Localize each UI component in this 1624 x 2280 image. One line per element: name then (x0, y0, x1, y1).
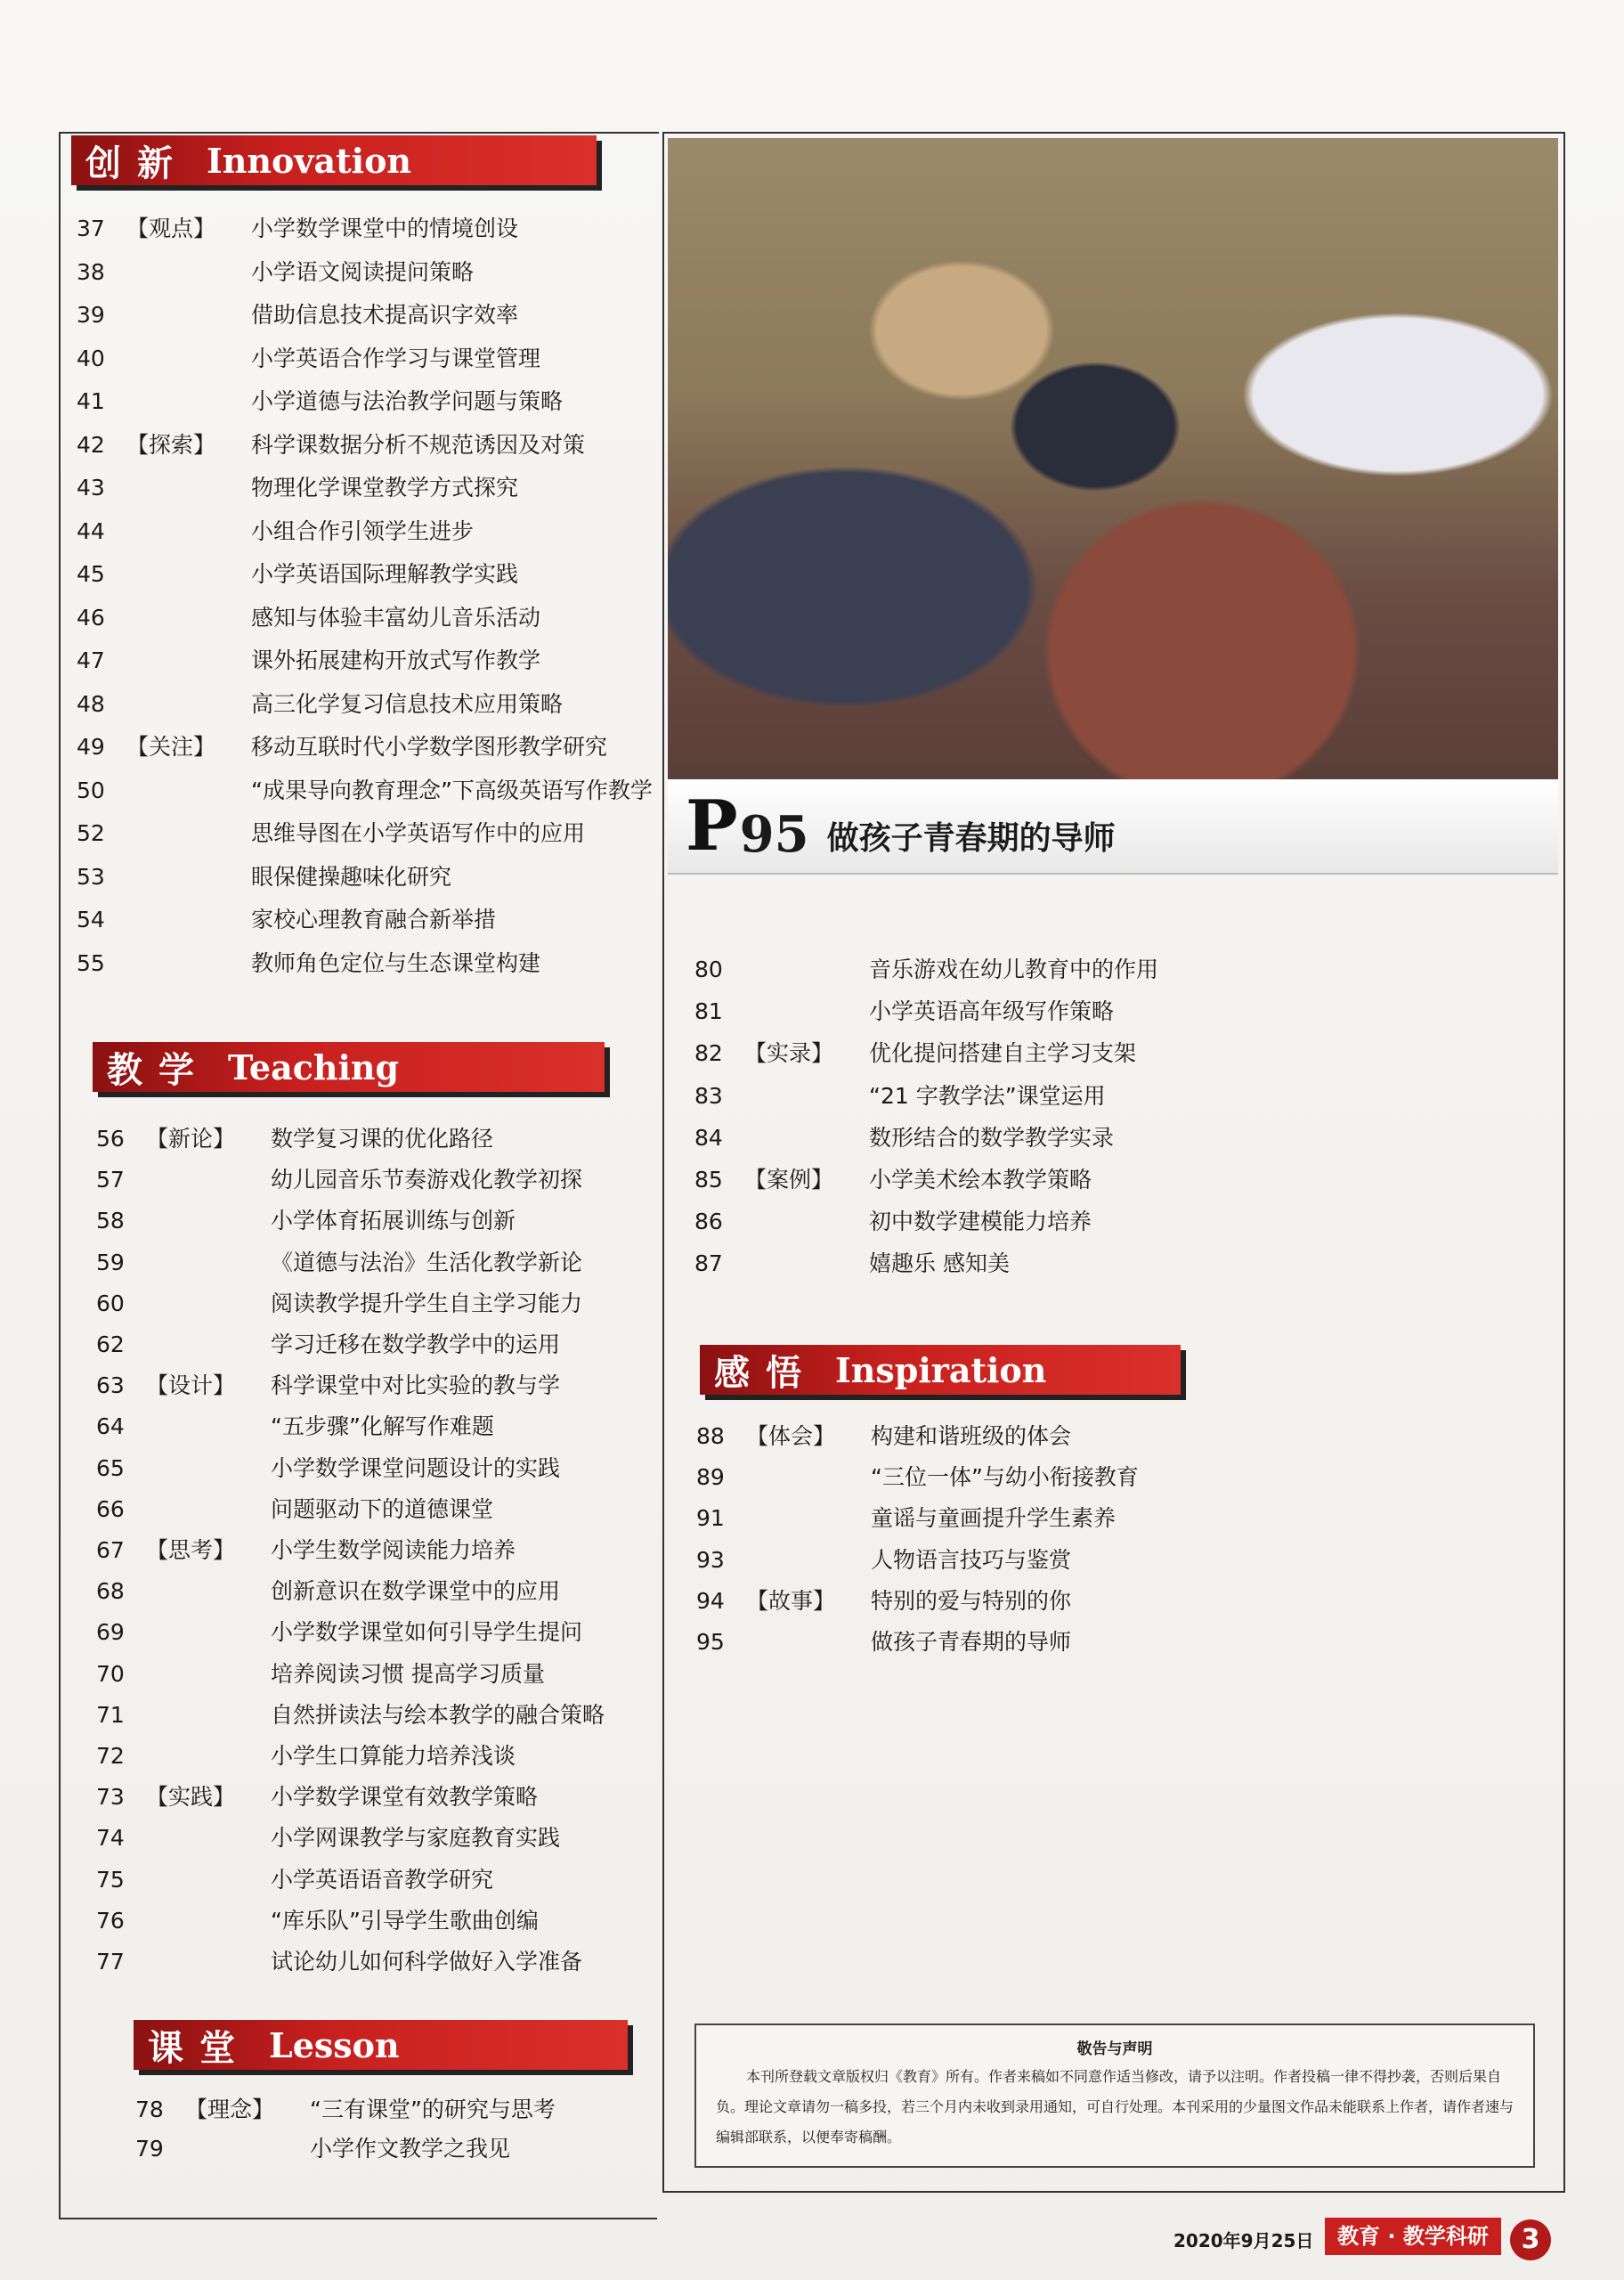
toc-article-title: “成果导向教育理念”下高级英语写作教学 (251, 777, 653, 803)
toc-article-title: 科学课数据分析不规范诱因及对策 (251, 431, 586, 458)
toc-article-title: 小学生口算能力培养浅谈 (271, 1743, 516, 1769)
toc-category-tag: 【思考】 (146, 1537, 236, 1563)
toc-article-title: 小学数学课堂问题设计的实践 (271, 1454, 561, 1481)
toc-article-title: 家校心理教育融合新举措 (251, 907, 497, 932)
toc-article-title: “三位一体”与幼小衔接教育 (871, 1464, 1139, 1491)
toc-article-title: 小学体育拓展训练与创新 (271, 1208, 516, 1234)
toc-page-number: 55 (77, 949, 105, 976)
toc-page-number: 45 (77, 561, 105, 587)
toc-article-title: 小学数学课堂如何引导学生提问 (271, 1619, 583, 1646)
toc-page-number: 47 (77, 647, 105, 673)
page-number: 3 (1510, 2219, 1551, 2260)
notice-title: 敬告与声明 (1076, 2040, 1153, 2058)
toc-page-number: 63 (96, 1372, 125, 1399)
toc-page-number: 38 (77, 258, 105, 285)
toc-article-title: 问题驱动下的道德课堂 (271, 1495, 494, 1522)
toc-article-title: 借助信息技术提高识字效率 (251, 302, 519, 328)
section-en: Inspiration (835, 1349, 1047, 1390)
feature-title: 做孩子青春期的导师 (826, 820, 1116, 857)
toc-article-title: 试论幼儿如何科学做好入学准备 (271, 1949, 583, 1975)
toc-page-number: 75 (96, 1866, 125, 1893)
toc-page-number: 69 (96, 1619, 125, 1646)
toc-page-number: 44 (77, 517, 105, 544)
toc-article-title: “21 字教学法”课堂运用 (869, 1082, 1106, 1109)
cover-photo-students (668, 138, 1558, 779)
toc-article-title: “三有课堂”的研究与思考 (310, 2097, 556, 2122)
toc-page-number: 91 (696, 1505, 725, 1532)
toc-category-tag: 【观点】 (126, 216, 216, 241)
toc-article-title: 思维导图在小学英语写作中的应用 (251, 820, 586, 846)
toc-article-title: 课外拓展建构开放式写作教学 (251, 647, 541, 673)
toc-page-number: 94 (696, 1587, 725, 1614)
toc-article-title: 初中数学建模能力培养 (869, 1209, 1092, 1235)
toc-page-number: 41 (77, 388, 105, 414)
left-column-frame-bottom (59, 2218, 657, 2219)
toc-page-number: 54 (77, 907, 105, 932)
toc-page-number: 59 (96, 1249, 125, 1275)
toc-page-number: 40 (77, 345, 105, 371)
toc-article-title: 幼儿园音乐节奏游戏化教学初探 (271, 1167, 583, 1193)
toc-page-number: 86 (694, 1209, 723, 1235)
toc-page-number: 53 (77, 863, 105, 890)
toc-page-number: 93 (696, 1546, 725, 1573)
toc-category-tag: 【探索】 (126, 431, 216, 458)
toc-page-number: 83 (694, 1082, 723, 1109)
toc-article-title: 科学课堂中对比实验的教与学 (271, 1372, 561, 1399)
section-cn: 教学 (107, 1048, 210, 1091)
toc-article-title: 小学网课教学与家庭教育实践 (271, 1825, 561, 1852)
toc-article-title: 童谣与童画提升学生素养 (871, 1505, 1116, 1532)
toc-page-number: 62 (96, 1331, 125, 1357)
toc-page-number: 76 (96, 1907, 125, 1934)
toc-article-title: 教师角色定位与生态课堂构建 (251, 949, 541, 976)
notice-body: 本刊所登载文章版权归《教育》所有。作者来稿如不同意作适当修改，请予以注明。作者投稿一律不得抄袭，否则后果自负。理论文章请勿一稿多投，若三个月内未收到录用通知，可自行处理。本刊采用的少量图文作品未能联系上作者，请作者速与编辑部联系，以便奉寄稿酬。 (716, 2068, 1514, 2146)
section-en: Lesson (269, 2024, 400, 2065)
toc-article-title: 嬉趣乐 感知美 (869, 1250, 1010, 1277)
toc-article-title: 数形结合的数学教学实录 (869, 1124, 1115, 1151)
toc-page-number: 85 (694, 1167, 723, 1193)
section-header-innovation (71, 135, 597, 185)
toc-article-title: “库乐队”引导学生歌曲创编 (271, 1907, 539, 1934)
toc-category-tag: 【设计】 (146, 1372, 236, 1399)
toc-article-title: 阅读教学提升学生自主学习能力 (271, 1290, 583, 1316)
toc-article-title: 小学美术绘本教学策略 (869, 1167, 1092, 1193)
toc-page-number: 89 (696, 1464, 725, 1491)
toc-article-title: 做孩子青春期的导师 (871, 1629, 1072, 1655)
toc-page-number: 39 (77, 302, 105, 328)
toc-article-title: 眼保健操趣味化研究 (251, 863, 452, 890)
toc-article-title: 物理化学课堂教学方式探究 (251, 475, 519, 501)
toc-article-title: 小学英语高年级写作策略 (869, 998, 1115, 1025)
toc-article-title: 数学复习课的优化路径 (271, 1126, 494, 1152)
toc-category-tag: 【关注】 (126, 734, 216, 760)
toc-page-number: 60 (96, 1290, 125, 1316)
toc-article-title: 构建和谐班级的体会 (871, 1423, 1072, 1449)
toc-article-title: 小学英语合作学习与课堂管理 (251, 345, 541, 371)
footer-date: 2020年9月25日 (1173, 2230, 1314, 2252)
toc-page-number: 84 (694, 1124, 723, 1151)
toc-article-title: 移动互联时代小学数学图形教学研究 (251, 734, 608, 760)
toc-category-tag: 【实践】 (146, 1784, 236, 1811)
toc-category-tag: 【体会】 (746, 1423, 836, 1449)
feature-p-mark: P (686, 786, 736, 867)
toc-article-title: 音乐游戏在幼儿教育中的作用 (869, 957, 1159, 982)
toc-page-number: 77 (96, 1949, 125, 1975)
toc-article-title: “五步骤”化解写作难题 (271, 1413, 494, 1440)
toc-category-tag: 【理念】 (185, 2097, 275, 2122)
feature-caption (668, 779, 1558, 875)
toc-article-title: 《道德与法治》生活化教学新论 (271, 1249, 583, 1275)
toc-article-title: 高三化学复习信息技术应用策略 (251, 690, 564, 717)
section-header-inspiration (700, 1345, 1181, 1395)
toc-page-number: 88 (696, 1423, 725, 1449)
toc-page-number: 66 (96, 1495, 125, 1522)
toc-article-title: 创新意识在数学课堂中的应用 (271, 1578, 561, 1605)
toc-article-title: 小学数学课堂有效教学策略 (271, 1784, 539, 1811)
toc-page-number: 78 (135, 2097, 164, 2122)
toc-category-tag: 【案例】 (744, 1167, 834, 1193)
toc-article-title: 小学语文阅读提问策略 (251, 258, 475, 285)
section-cn: 创新 (85, 142, 189, 184)
toc-article-title: 小组合作引领学生进步 (251, 517, 475, 544)
toc-article-title: 优化提问搭建自主学习支架 (869, 1040, 1137, 1067)
section-cn: 感悟 (714, 1351, 817, 1394)
toc-article-title: 特别的爱与特别的你 (871, 1587, 1072, 1614)
toc-article-title: 小学道德与法治教学问题与策略 (251, 388, 564, 414)
toc-page-number: 80 (694, 957, 723, 982)
toc-page-number: 42 (77, 431, 105, 458)
section-en: Teaching (228, 1046, 400, 1087)
toc-page-number: 71 (96, 1701, 125, 1728)
toc-page-number: 43 (77, 475, 105, 501)
notice-box (694, 2024, 1535, 2168)
toc-page-number: 70 (96, 1660, 125, 1687)
toc-page-number: 74 (96, 1825, 125, 1852)
toc-page-number: 79 (135, 2136, 164, 2162)
toc-article-title: 小学生数学阅读能力培养 (271, 1537, 516, 1563)
section-en: Innovation (207, 140, 412, 181)
toc-article-title: 小学英语语音教学研究 (271, 1866, 494, 1893)
toc-page-number: 48 (77, 690, 105, 717)
toc-page-number: 73 (96, 1784, 125, 1811)
toc-page-number: 50 (77, 777, 105, 803)
toc-page-number: 52 (77, 820, 105, 846)
feature-page-number: 95 (739, 804, 809, 864)
toc-page-number: 56 (96, 1126, 125, 1152)
toc-page-number: 58 (96, 1208, 125, 1234)
toc-page-number: 49 (77, 734, 105, 760)
toc-page-number: 37 (77, 216, 105, 241)
toc-page-number: 87 (694, 1250, 723, 1277)
toc-article-title: 人物语言技巧与鉴赏 (871, 1546, 1072, 1573)
toc-category-tag: 【实录】 (744, 1040, 834, 1067)
toc-article-title: 小学作文教学之我见 (310, 2136, 511, 2162)
toc-page-number: 82 (694, 1040, 723, 1067)
toc-article-title: 学习迁移在数学教学中的运用 (271, 1331, 561, 1357)
toc-page-number: 57 (96, 1167, 125, 1193)
toc-page-number: 65 (96, 1454, 125, 1481)
toc-page-number: 68 (96, 1578, 125, 1605)
toc-article-title: 感知与体验丰富幼儿音乐活动 (251, 604, 541, 631)
section-header-teaching (93, 1042, 605, 1092)
toc-page-number: 81 (694, 998, 723, 1025)
footer-brand: 教育 · 教学科研 (1325, 2218, 1501, 2255)
toc-page-number: 95 (696, 1629, 725, 1655)
toc-category-tag: 【新论】 (146, 1126, 236, 1152)
toc-page-number: 72 (96, 1743, 125, 1769)
toc-article-title: 培养阅读习惯 提高学习质量 (271, 1660, 545, 1687)
toc-category-tag: 【故事】 (746, 1587, 836, 1614)
toc-page-number: 46 (77, 604, 105, 631)
section-header-lesson (134, 2020, 628, 2070)
section-cn: 课堂 (148, 2026, 251, 2069)
toc-page-number: 64 (96, 1413, 125, 1440)
toc-article-title: 小学英语国际理解教学实践 (251, 561, 519, 587)
toc-article-title: 自然拼读法与绘本教学的融合策略 (271, 1701, 605, 1728)
toc-page-number: 67 (96, 1537, 125, 1563)
toc-article-title: 小学数学课堂中的情境创设 (251, 216, 519, 241)
